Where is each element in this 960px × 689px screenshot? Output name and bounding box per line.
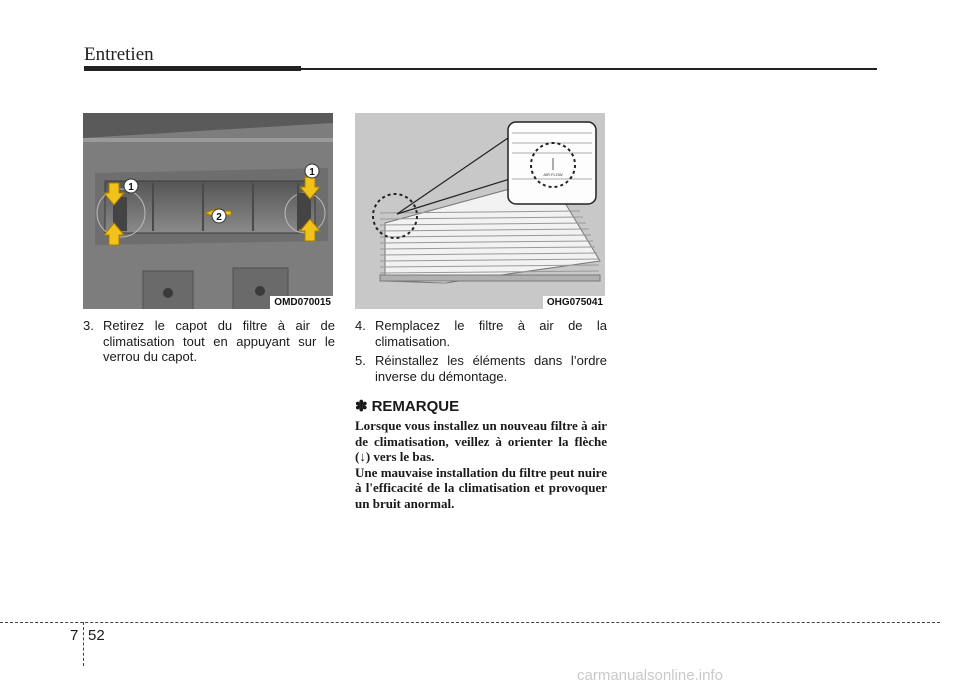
- step-text: Réinstallez les éléments dans l’ordre inverse du démontage.: [375, 353, 607, 384]
- remark-title: REMARQUE: [371, 397, 460, 415]
- footer-divider-vertical: [83, 622, 84, 666]
- step-number: 3.: [83, 318, 94, 333]
- filter-cover-illustration: [83, 113, 333, 309]
- step-5: [355, 353, 607, 384]
- air-filter-illustration: [355, 113, 605, 309]
- asterisk-icon: ✽: [355, 398, 368, 415]
- airflow-label: AIR FLOW: [543, 172, 563, 177]
- watermark: carmanualsonline.info: [577, 667, 723, 684]
- step-number: 4.: [355, 318, 366, 333]
- instructions-column-left: [83, 318, 335, 369]
- remark-body: [355, 418, 607, 511]
- remark-paragraph: Une mauvaise installation du filtre peut nuire à l'efficacité de la climatisation et provoquer un bruit anormal.: [355, 464, 607, 511]
- remark-paragraph: Lorsque vous installez un nouveau filtre à air de climatisation, veillez à orienter la flèche (↓) vers le bas.: [355, 418, 607, 464]
- step-text: Remplacez le filtre à air de la climatisation.: [375, 318, 607, 349]
- page-title: Entretien: [84, 44, 154, 65]
- figure-filter-cover: [83, 113, 333, 309]
- page-number: 52: [88, 627, 105, 644]
- step-text: Retirez le capot du filtre à air de climatisation tout en appuyant sur le verrou du capot.: [103, 318, 335, 364]
- step-4: [355, 318, 607, 349]
- callout-1-right: 1: [309, 167, 315, 178]
- header-rule-thin: [301, 68, 877, 70]
- header-rule-thick: [84, 66, 301, 71]
- step-number: 5.: [355, 353, 366, 368]
- footer-divider: [0, 622, 940, 623]
- chapter-number: 7: [70, 627, 79, 644]
- figure-air-filter: [355, 113, 605, 309]
- remark-heading: [355, 397, 459, 415]
- instructions-column-right: [355, 318, 607, 388]
- callout-1-left: 1: [128, 182, 134, 193]
- callout-2: 2: [216, 212, 222, 223]
- figure-code: OMD070015: [270, 296, 333, 309]
- step-3: [83, 318, 335, 365]
- figure-code: OHG075041: [543, 296, 605, 309]
